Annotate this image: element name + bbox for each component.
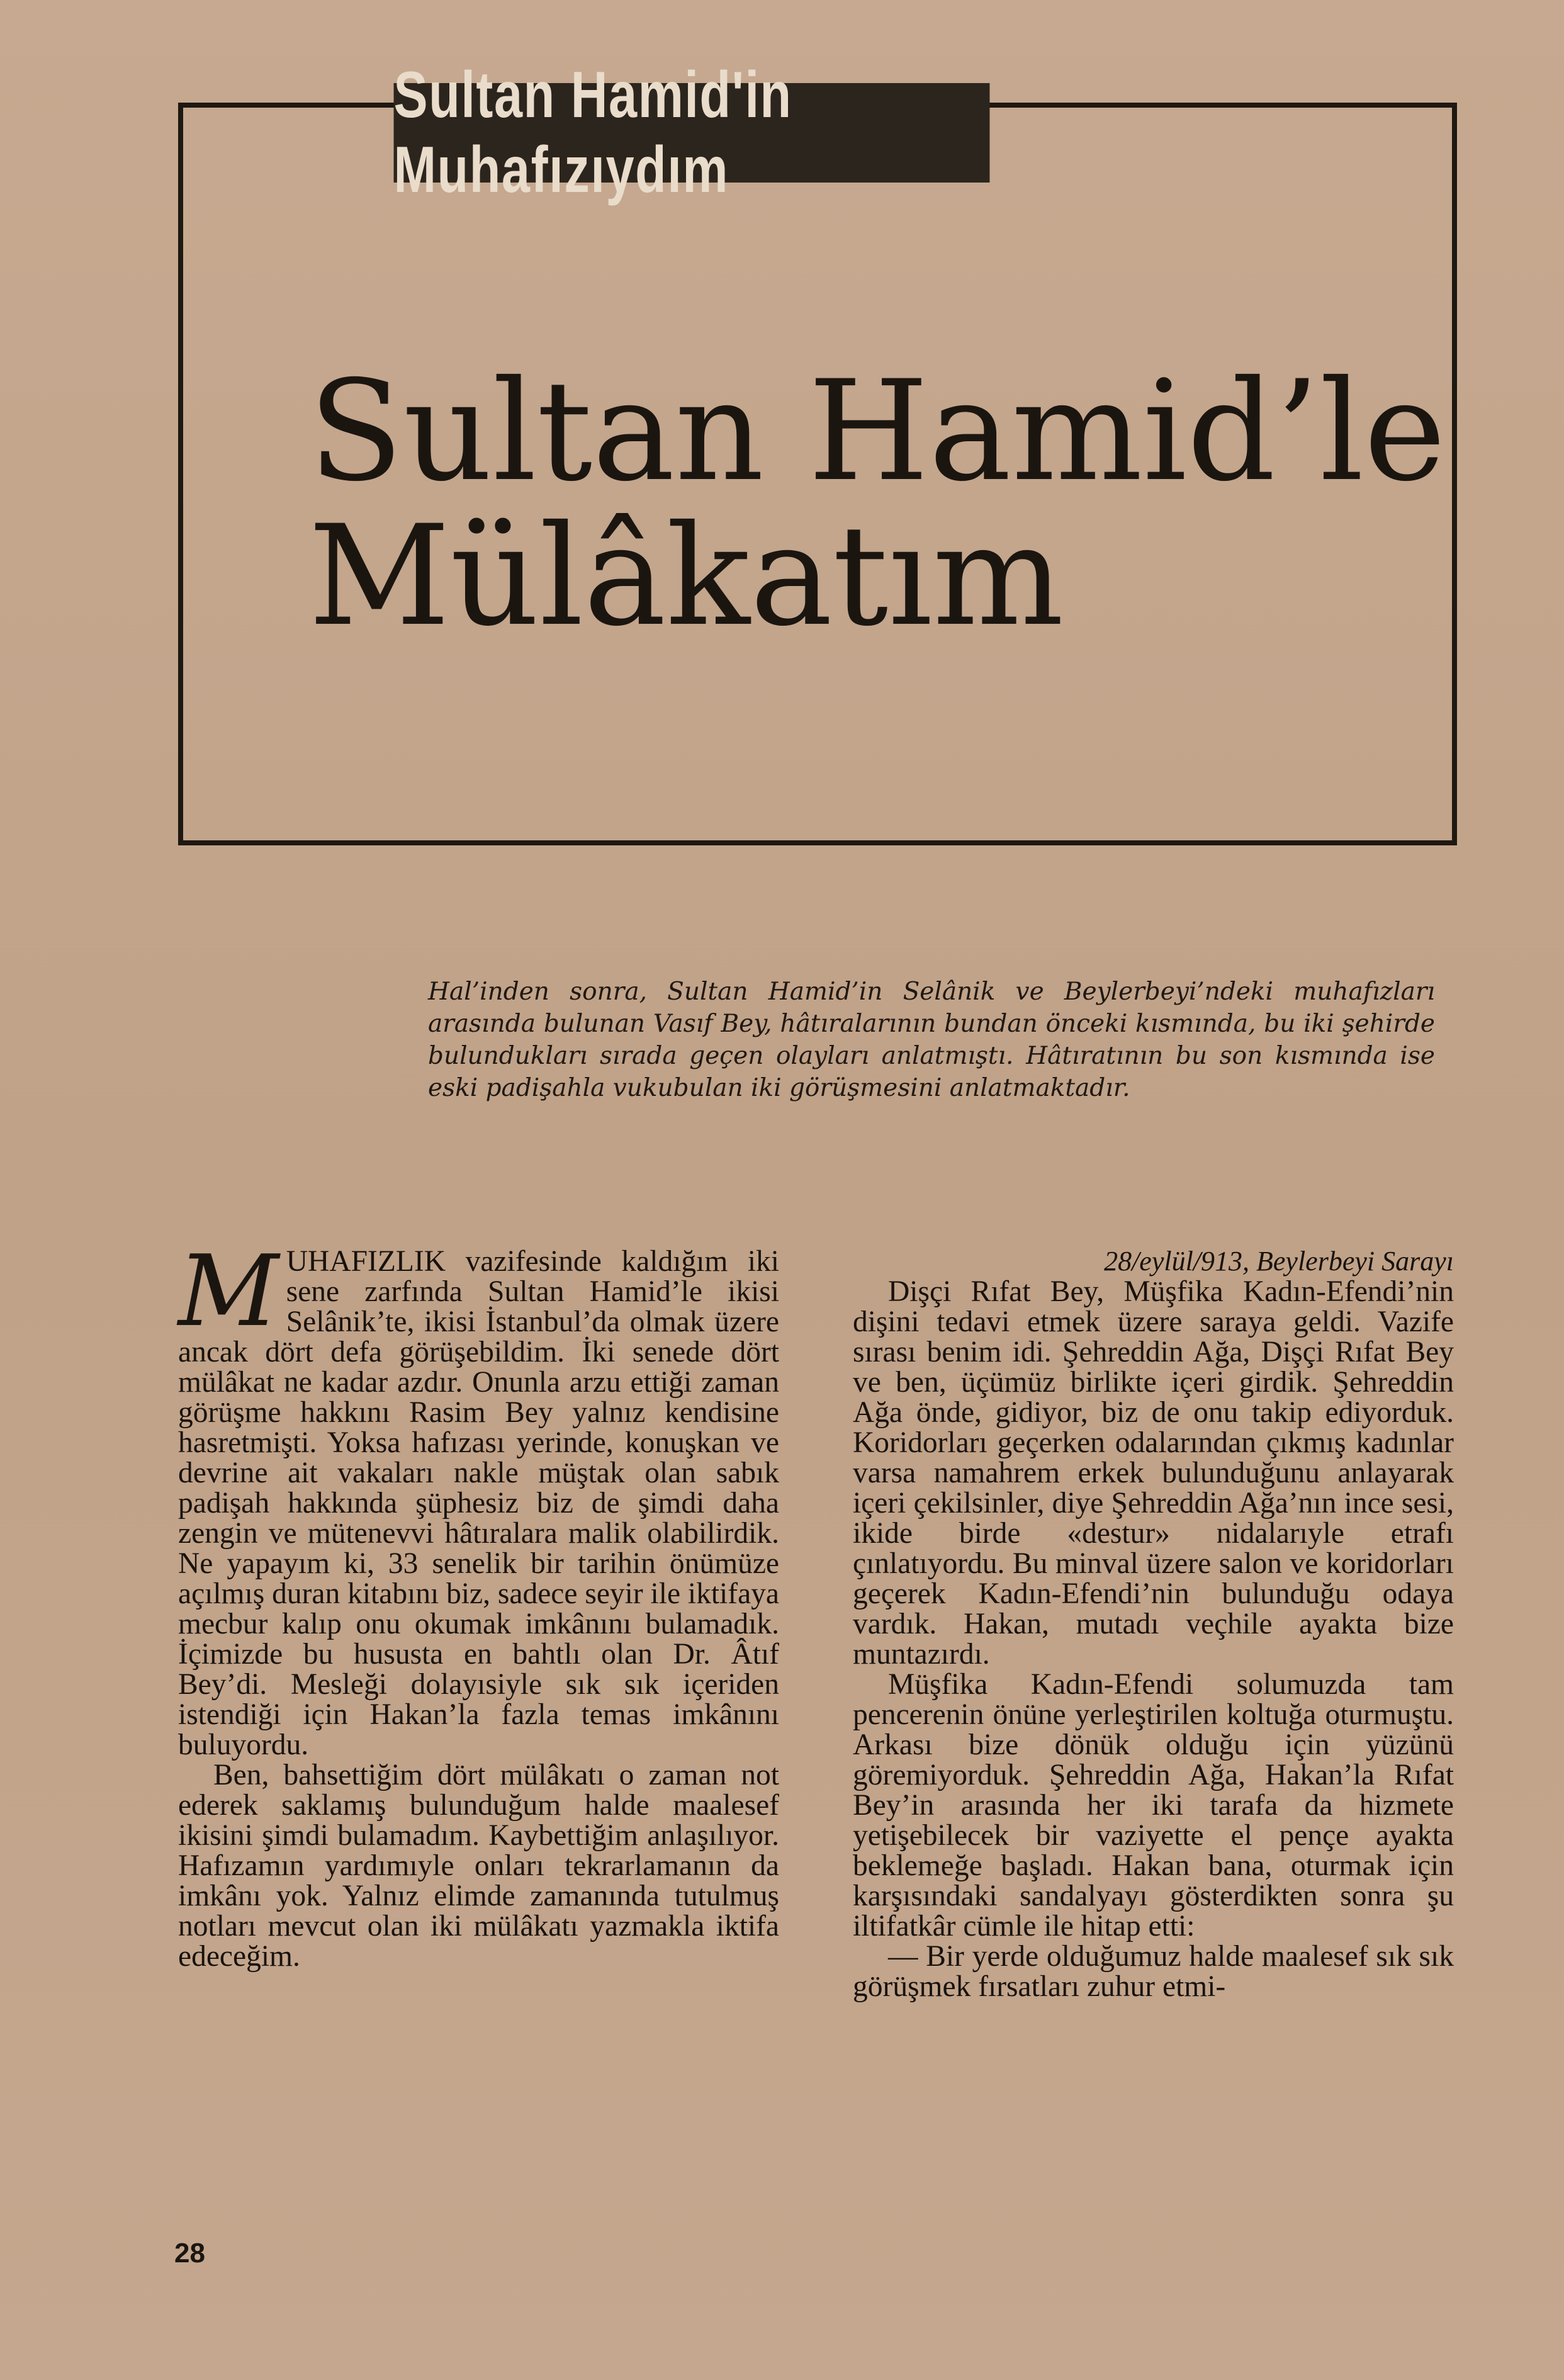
paragraph: Dişçi Rıfat Bey, Müşfika Kadın-Efendi’nin dişini tedavi etmek üzere saraya geldi. Vazife sırası benim idi. Şehreddin Ağa, Dişçi Rıfat Bey ve ben, üçümüz birlikte içeri girdik. Şehreddin Ağa önde, gidiyor, biz de onu takip ediyorduk. Koridorları geçerken odalarından çıkmış kadınlar varsa namahrem erkek bulunduğunu anlayarak içeri çekilsinler, diye Şehreddin Ağa’nın ince sesi, ikide birde «destur» nidalarıyle etrafı çınlatıyordu. Bu minval üzere salon ve koridorları geçerek Kadın-Efendi’nin bulunduğu odaya vardık. Hakan, mutadı veçhile ayakta bize muntazırdı. bbox=[853, 1275, 1454, 1671]
paragraph bbox=[178, 1234, 779, 1761]
title-line-2: Mülâkatım bbox=[308, 495, 1064, 657]
paragraph: Müşfika Kadın-Efendi solumuzda tam pencerenin önüne yerleştirilen koltuğa oturmuştu. Arkası bize dönük olduğu için yüzünü göremiyorduk. Şehreddin Ağa, Hakan’la Rıfat Bey’in arasında her iki tarafa da hizmete yetişebilecek bir vaziyette el pençe ayakta beklemeğe başladı. Hakan bana, oturmak için karşısındaki sandalyayı gösterdikten sonra şu iltifatkâr cümle ile hitap etti: bbox=[853, 1668, 1454, 1943]
article-title bbox=[308, 351, 1446, 657]
left-column bbox=[178, 1234, 779, 1973]
paragraph-text: UHAFIZLIK vazifesinde kaldığım iki sene zarfında Sultan Hamid’le ikisi Selânik’te, ikisi İstanbul’da olmak üzere ancak dört defa görüşebildim. İki senede dört mülâkat ne kadar azdır. Onunla arzu ettiği zaman görüşme hakkını Rasim Bey yalnız kendisine hasretmişti. Yoksa hafızası yerinde, konuşkan ve devrine ait vakaları nakle müştak olan sabık padişah hakkında şüphesiz biz de şimdi daha zengin ve mütenevvi hâtıralara malik olabilirdik. Ne yapayım ki, 33 senelik bir tarihin önümüze açılmış duran kitabını biz, sadece seyir ile iktifaya mecbur kalıp onu okumak imkânını bulamadık. İçimizde bu hususta en bahtlı olan Dr. Âtıf Bey’di. Mesleği dolayısiyle sık sık içeriden istendiği için Hakan’la fazla temas imkânını buluyordu. bbox=[178, 1245, 779, 1761]
drop-cap: M bbox=[178, 1234, 279, 1348]
article-lead: Hal’inden sonra, Sultan Hamid’in Selânik ve Beylerbeyi’ndeki muhafızları arasında bulunan Vasıf Bey, hâtıralarının bundan önceki kısmında, bu iki şehirde bulundukları sırada geçen olayları anlatmıştı. Hâtıratının bu son kısmında ise eski padişahla vukubulan iki görüşmesini anlatmaktadır. bbox=[428, 978, 1435, 1102]
paragraph: Ben, bahsettiğim dört mülâkatı o zaman not ederek saklamış bulunduğum halde maalesef ikisini şimdi bulamadım. Kaybettiğim anlaşılıyor. Hafızamın yardımıyle onları tekrarlamanın da imkânı yok. Yalnız elimde zamanında tutulmuş notları mevcut olan iki mülâkatı yazmakla iktifa edeceğim. bbox=[178, 1759, 779, 1973]
dateline: 28/eylül/913, Beylerbeyi Sarayı bbox=[1104, 1246, 1454, 1277]
title-line-1: Sultan Hamid’le bbox=[308, 351, 1446, 512]
paragraph: — Bir yerde olduğumuz halde maalesef sık sık görüşmek fırsatları zuhur etmi- bbox=[853, 1940, 1454, 2003]
page-number: 28 bbox=[174, 2238, 205, 2269]
right-column bbox=[853, 1246, 1454, 2002]
section-banner: Sultan Hamid'in Muhafızıydım bbox=[394, 83, 990, 183]
